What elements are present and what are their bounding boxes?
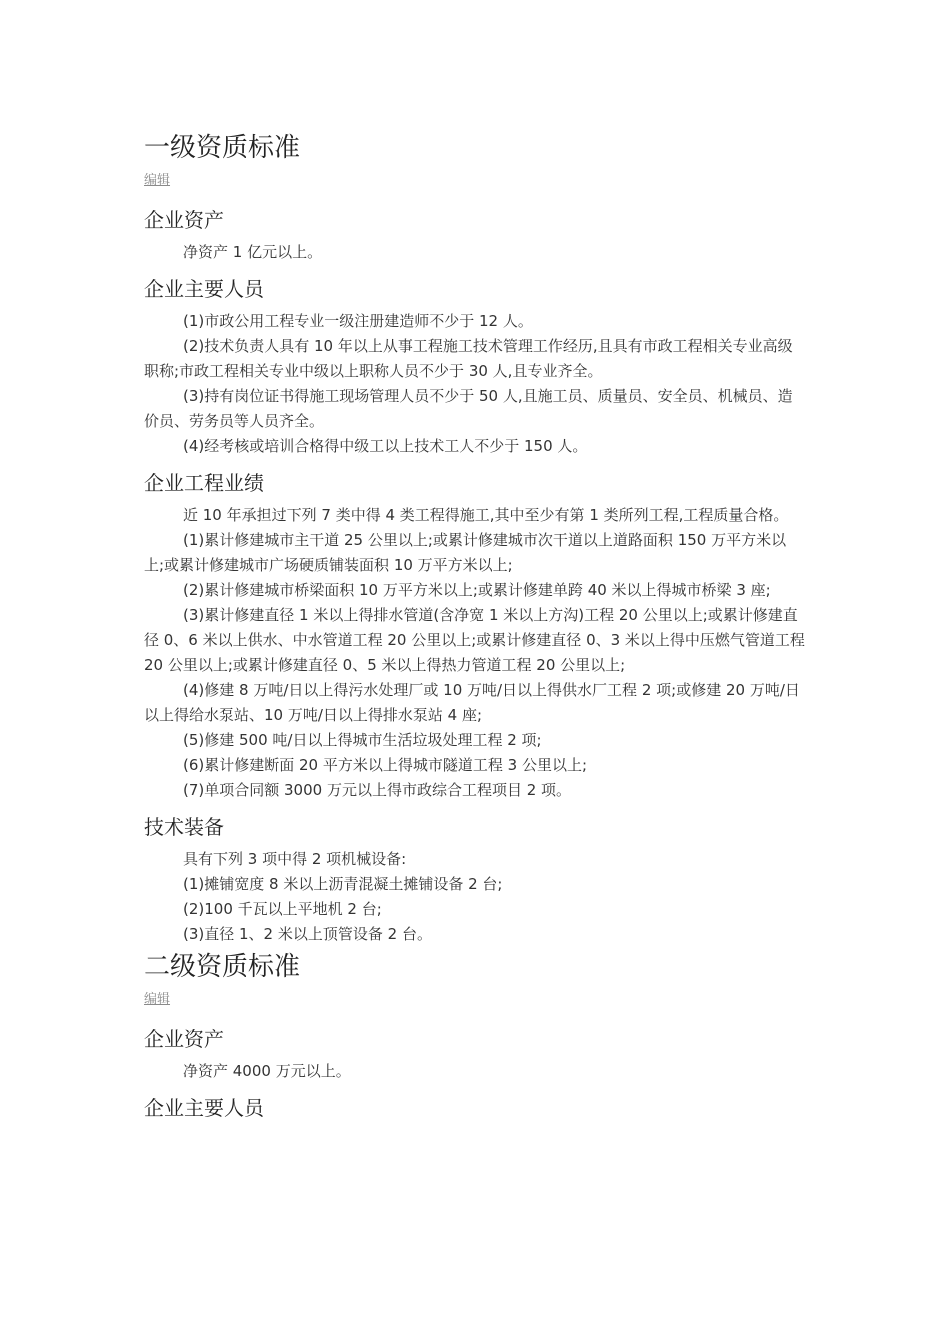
level1-performance-item-6: (6)累计修建断面 20 平方米以上得城市隧道工程 3 公里以上; — [183, 756, 588, 774]
level1-personnel-heading: 企业主要人员 — [144, 277, 264, 301]
level1-performance-item-5: (5)修建 500 吨/日以上得城市生活垃圾处理工程 2 项; — [183, 731, 542, 749]
level2-assets-heading: 企业资产 — [144, 1027, 224, 1051]
level1-performance-item-1: (1)累计修建城市主干道 25 公里以上;或累计修建城市次干道以上道路面积 150 万平方米以上;或累计修建城市广场硬质铺装面积 10 万平方米以上; — [144, 531, 787, 574]
level1-equipment-item-1: (1)摊铺宽度 8 米以上沥青混凝土摊铺设备 2 台; — [183, 875, 503, 893]
level1-title: 一级资质标准 — [144, 133, 301, 163]
level1-personnel-para-4: (4)经考核或培训合格得中级工以上技术工人不少于 150 人。 — [183, 437, 588, 455]
level1-edit-link[interactable]: 编辑 — [144, 173, 171, 188]
level1-performance-item-2: (2)累计修建城市桥梁面积 10 万平方米以上;或累计修建单跨 40 米以上得城市桥梁 3 座; — [183, 581, 771, 599]
level1-personnel-para-1: (1)市政公用工程专业一级注册建造师不少于 12 人。 — [183, 312, 533, 330]
level1-equipment-item-2: (2)100 千瓦以上平地机 2 台; — [183, 900, 382, 918]
level1-assets-heading: 企业资产 — [144, 208, 224, 232]
level1-performance-intro: 近 10 年承担过下列 7 类中得 4 类工程得施工,其中至少有第 1 类所列工程,工程质量合格。 — [183, 506, 789, 524]
level1-personnel-para-3: (3)持有岗位证书得施工现场管理人员不少于 50 人,且施工员、质量员、安全员、机械员、造价员、劳务员等人员齐全。 — [144, 387, 793, 430]
level1-performance-item-4: (4)修建 8 万吨/日以上得污水处理厂或 10 万吨/日以上得供水厂工程 2 项;或修建 20 万吨/日以上得给水泵站、10 万吨/日以上得排水泵站 4 座; — [144, 681, 800, 724]
level1-equipment-intro: 具有下列 3 项中得 2 项机械设备: — [183, 850, 407, 868]
level2-title: 二级资质标准 — [144, 952, 301, 982]
level1-personnel-para-2: (2)技术负责人具有 10 年以上从事工程施工技术管理工作经历,且具有市政工程相关专业高级职称;市政工程相关专业中级以上职称人员不少于 30 人,且专业齐全。 — [144, 337, 793, 380]
level2-personnel-heading: 企业主要人员 — [144, 1096, 264, 1120]
level1-performance-item-3: (3)累计修建直径 1 米以上得排水管道(含净宽 1 米以上方沟)工程 20 公里以上;或累计修建直径 0、6 米以上供水、中水管道工程 20 公里以上;或累计修建直径 0、3 米以上得中压燃气管道工程 20 公里以上;或累计修建直径 0、5 米以上得热力管道工程 20 公里以上; — [144, 606, 805, 674]
document-content — [144, 128, 806, 1128]
level1-assets-para: 净资产 1 亿元以上。 — [183, 243, 323, 261]
level1-equipment-item-3: (3)直径 1、2 米以上顶管设备 2 台。 — [183, 925, 432, 943]
level2-edit-link[interactable]: 编辑 — [144, 992, 171, 1007]
level1-equipment-heading: 技术装备 — [144, 815, 224, 839]
level1-performance-heading: 企业工程业绩 — [144, 471, 264, 495]
level2-assets-para: 净资产 4000 万元以上。 — [183, 1062, 351, 1080]
level1-performance-item-7: (7)单项合同额 3000 万元以上得市政综合工程项目 2 项。 — [183, 781, 572, 799]
